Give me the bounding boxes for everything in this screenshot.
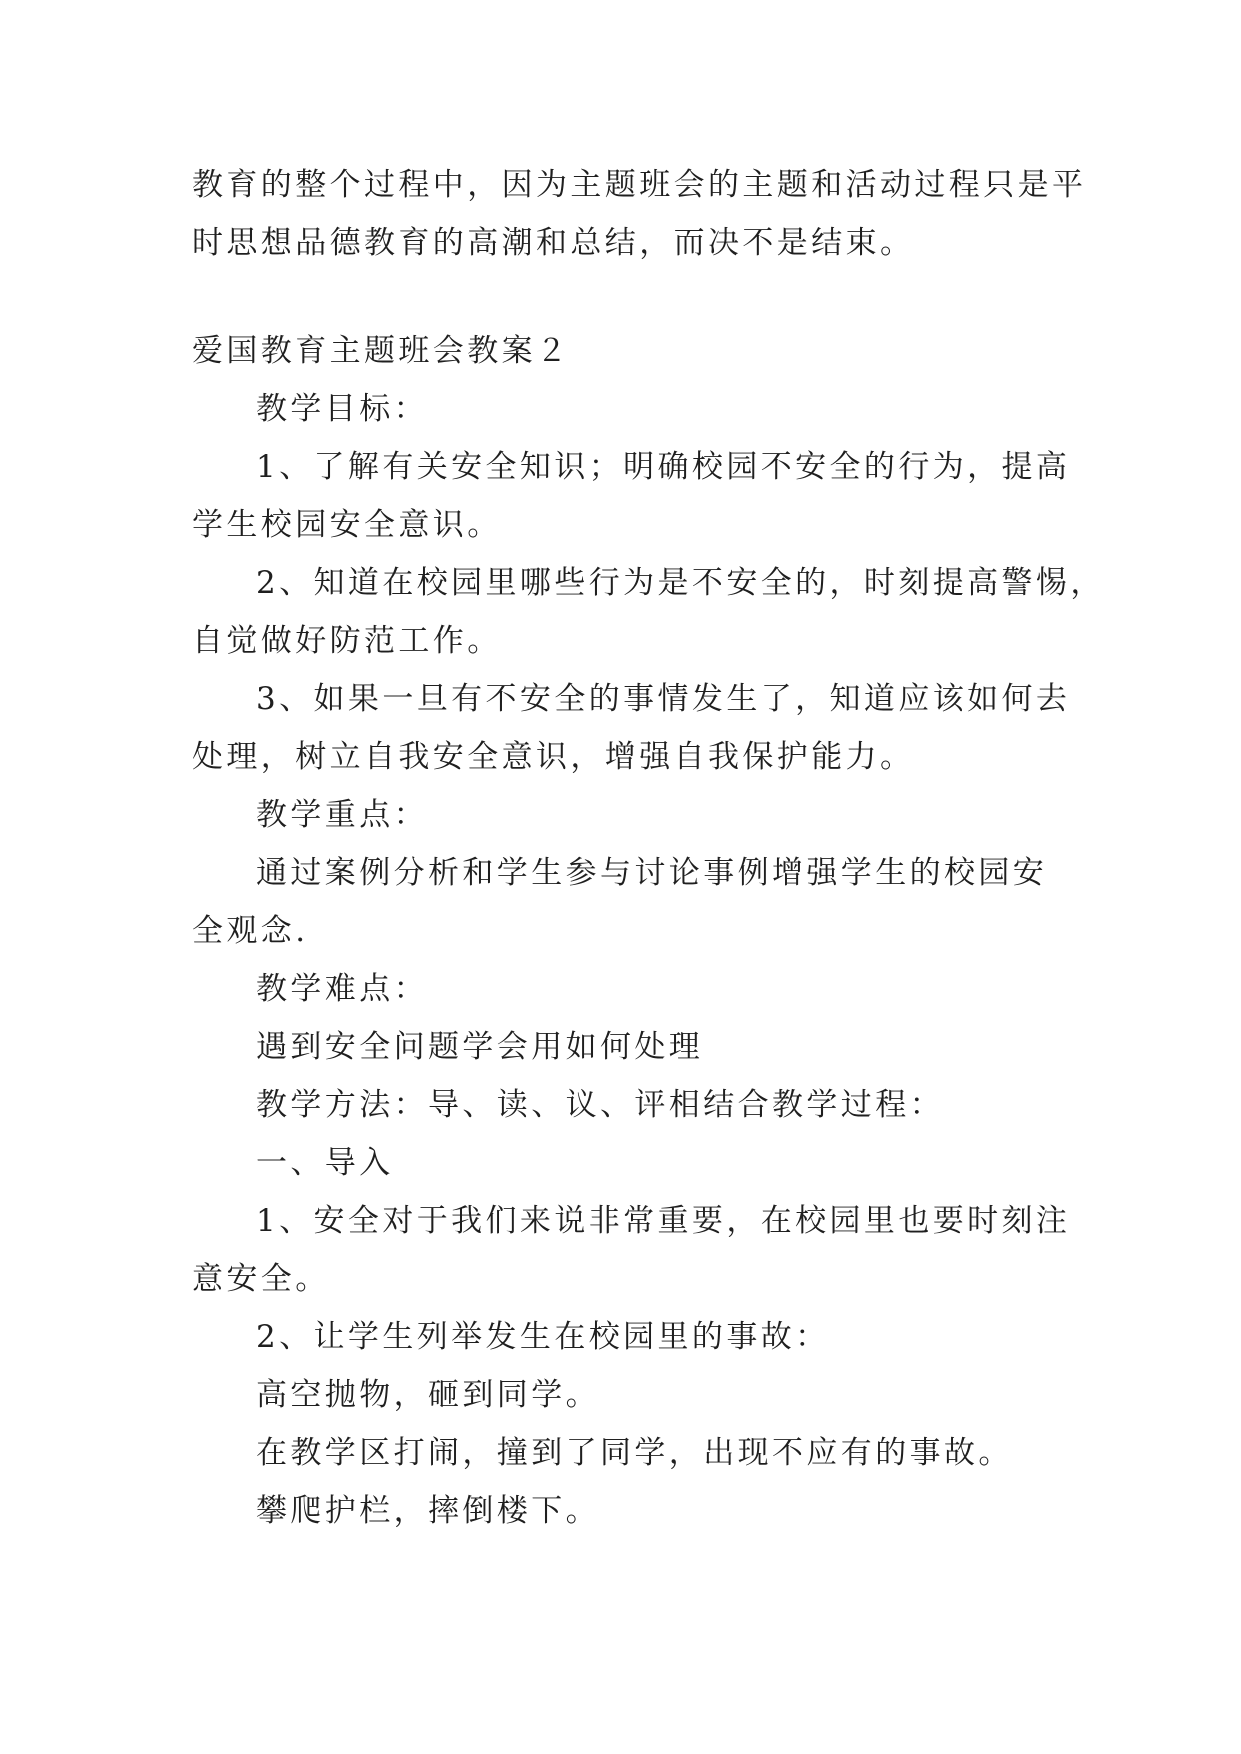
goal-item-2: 2、知道在校园里哪些行为是不安全的，时刻提高警惕， [256,565,1105,601]
section-title: 爱国教育主题班会教案２ [192,333,571,369]
accident-example-1: 高空抛物，砸到同学。 [256,1377,600,1413]
heading-difficulties: 教学难点： [256,971,428,1007]
goal-item-2-cont: 自觉做好防范工作。 [192,623,502,659]
key-points-text: 通过案例分析和学生参与讨论事例增强学生的校园安 [256,855,1048,891]
heading-introduction: 一、导入 [256,1145,394,1181]
heading-teaching-goals: 教学目标： [256,391,428,427]
difficulties-text: 遇到安全问题学会用如何处理 [256,1029,704,1065]
accident-example-3: 攀爬护栏，摔倒楼下。 [256,1493,600,1529]
goal-item-1: 1、了解有关安全知识；明确校园不安全的行为，提高 [256,449,1071,485]
goal-item-3: 3、如果一旦有不安全的事情发生了，知道应该如何去 [256,681,1071,717]
document-text [192,156,1105,1540]
paragraph-line: 时思想品德教育的高潮和总结，而决不是结束。 [192,225,915,261]
goal-item-1-cont: 学生校园安全意识。 [192,507,502,543]
key-points-text-cont: 全观念. [192,913,309,949]
intro-item-2: 2、让学生列举发生在校园里的事故： [256,1319,830,1355]
accident-example-2: 在教学区打闹，撞到了同学，出现不应有的事故。 [256,1435,1013,1471]
paragraph-line: 教育的整个过程中，因为主题班会的主题和活动过程只是平 [192,167,1087,203]
intro-item-1: 1、安全对于我们来说非常重要，在校园里也要时刻注 [256,1203,1071,1239]
heading-key-points: 教学重点： [256,797,428,833]
teaching-method: 教学方法：导、读、议、评相结合教学过程： [256,1087,944,1123]
goal-item-3-cont: 处理，树立自我安全意识，增强自我保护能力。 [192,739,915,775]
intro-item-1-cont: 意安全。 [192,1261,330,1297]
